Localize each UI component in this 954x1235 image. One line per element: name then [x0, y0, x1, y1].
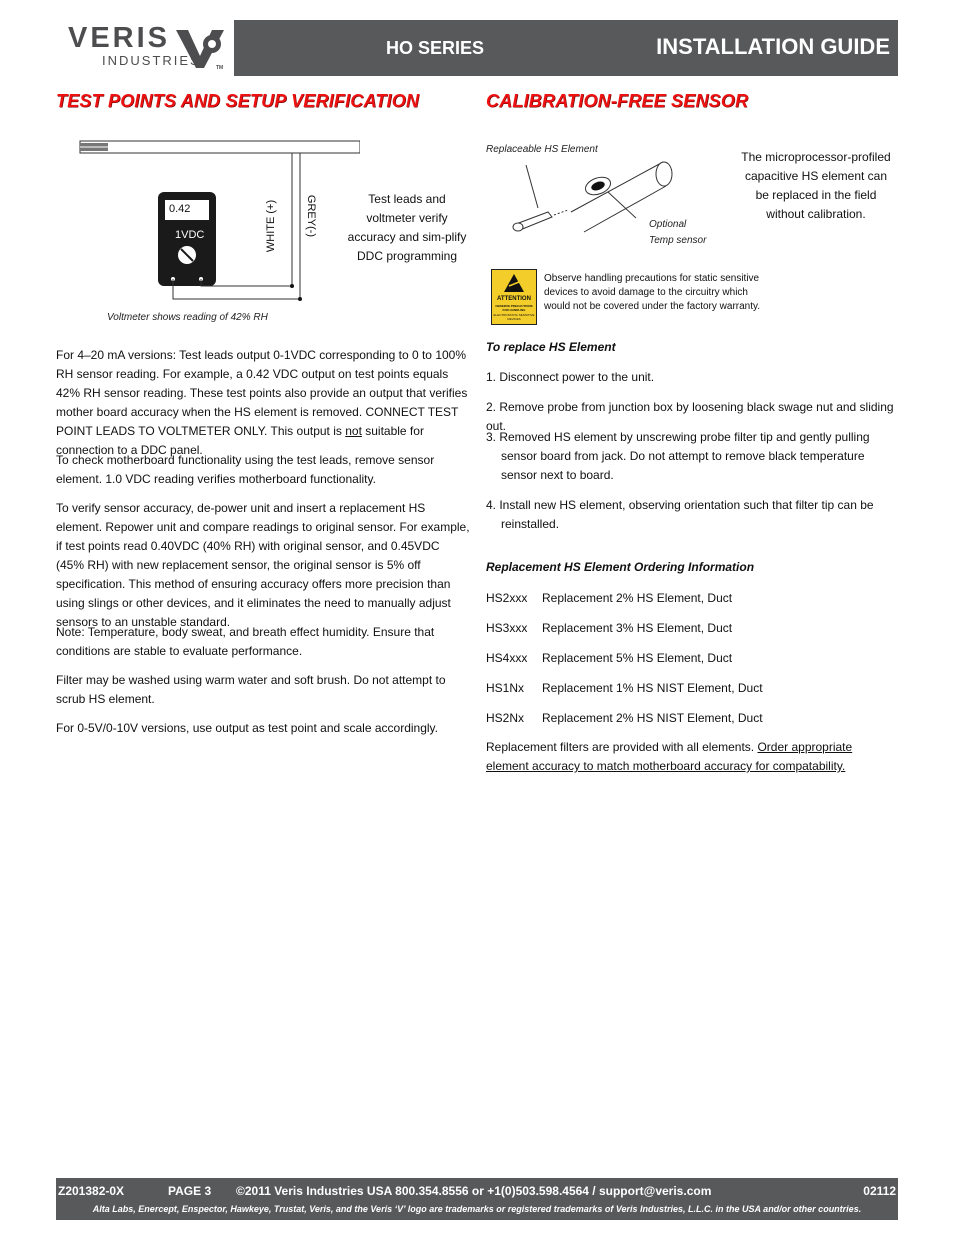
- meter-reading: 0.42: [169, 203, 191, 215]
- paragraph-4-20ma: For 4–20 mA versions: Test leads output 0-1VDC corresponding to 0 to 100% RH sensor reading. For example, a 0.42 VDC output on test points equals 42% RH sensor reading. These test points also provide an output that verifies mother board accuracy when the HS element is removed. CONNECT TEST POINT LEADS TO VOLTMETER ONLY. This output is not suitable for connection to a DDC panel.: [56, 348, 468, 457]
- logo-trademark: TM: [216, 65, 224, 71]
- part-row: [486, 589, 898, 619]
- step-2: 2. Remove probe from junction box by loosening black swage nut and sliding out.: [486, 400, 894, 433]
- esd-warning-icon: [492, 272, 536, 294]
- trademark-notice: Alta Labs, Enercept, Enspector, Hawkeye, Trustat, Veris, and the Veris ‘V’ logo are trademarks or registered trademarks of Veris Industries, L.L.C. in the USA and/or other countries.: [92, 1204, 862, 1214]
- voltmeter-caption: Voltmeter shows reading of 42% RH: [107, 312, 268, 323]
- calibration-intro: The microprocessor-profiled capacitive HS element can be replaced in the field without calibration.: [741, 150, 891, 221]
- document-number: Z201382-0X: [58, 1184, 125, 1198]
- attention-title: ATTENTION: [497, 296, 531, 302]
- page-footer: [56, 1178, 898, 1220]
- part-code: HS3xxx: [486, 621, 528, 635]
- part-code: HS2Nx: [486, 711, 525, 725]
- step-1: 1. Disconnect power to the unit.: [486, 370, 655, 384]
- part-row: [486, 709, 898, 739]
- esd-attention-label: [491, 269, 537, 325]
- part-row: [486, 619, 898, 649]
- ordering-heading: Replacement HS Element Ordering Information: [486, 560, 755, 574]
- part-description: Replacement 5% HS Element, Duct: [542, 651, 733, 665]
- veris-logo: [56, 20, 234, 76]
- part-code: HS4xxx: [486, 651, 528, 665]
- attention-subtitle-2: ELECTROSTATIC SENSITIVE DEVICES: [493, 313, 535, 321]
- static-handling-note: Observe handling precautions for static sensitive devices to avoid damage to the circuitry which would not be covered under the factory warranty.: [544, 273, 761, 312]
- filters-note: Replacement filters are provided with all elements. Order appropriate element accuracy to match motherboard accuracy for compatability.: [486, 740, 853, 773]
- paragraph-note: Note: Temperature, body sweat, and breath effect humidity. Ensure that conditions are stable to evaluate performance.: [56, 625, 435, 658]
- paragraph-verify-accuracy: To verify sensor accuracy, de-power unit and insert a replacement HS element. Repower unit and compare readings to original sensor. For example, if test points read 0.40VDC (40% RH) with original sensor, and 0.45VDC (45% RH) with new replacement sensor, the original sensor is 5% off specification. This method of ensuring accuracy offers more precision than using slings or other devices, and it eliminates the need to manually adjust sensors to an unstable standard.: [56, 501, 470, 629]
- series-title: HO SERIES: [386, 38, 485, 58]
- paragraph-motherboard-check: To check motherboard functionality using the test leads, remove sensor element. 1.0 VDC reading verifies motherboard functionality.: [56, 453, 435, 486]
- attention-subtitle: OBSERVE PRECAUTIONS FOR HANDLING: [495, 304, 533, 312]
- replace-heading: To replace HS Element: [486, 340, 616, 354]
- meter-range: 1VDC: [175, 229, 205, 241]
- part-row: [486, 649, 898, 679]
- page-header: [56, 20, 898, 76]
- step-3: 3. Removed HS element by unscrewing probe filter tip and gently pulling sensor board from jack. Do not attempt to remove black temperature sensor next to board.: [486, 430, 870, 482]
- white-lead-label: WHITE (+): [265, 199, 277, 253]
- part-description: Replacement 2% HS Element, Duct: [542, 591, 733, 605]
- part-code: HS2xxx: [486, 591, 528, 605]
- grey-lead-label: GREY(-): [305, 194, 317, 238]
- revision-code: 02112: [863, 1184, 896, 1198]
- part-row: [486, 679, 898, 709]
- step-4: 4. Install new HS element, observing orientation such that filter tip can be reinstalled.: [486, 498, 874, 531]
- logo-wordmark: VERIS: [68, 22, 171, 54]
- part-description: Replacement 2% HS NIST Element, Duct: [542, 711, 763, 725]
- left-section-heading: TEST POINTS AND SETUP VERIFICATION: [56, 91, 420, 111]
- diagram-note: Test leads and voltmeter verify accuracy and sim-plify DDC programming: [347, 192, 467, 263]
- logo-subtitle: INDUSTRIES: [102, 53, 201, 68]
- paragraph-filter-wash: Filter may be washed using warm water and soft brush. Do not attempt to scrub HS element.: [56, 673, 446, 706]
- optional-label: Optional: [649, 219, 687, 230]
- parts-list: [486, 589, 898, 739]
- part-description: Replacement 3% HS Element, Duct: [542, 621, 733, 635]
- document-title: INSTALLATION GUIDE: [656, 34, 890, 59]
- right-section-heading: CALIBRATION-FREE SENSOR: [486, 91, 749, 111]
- sensor-probe-diagram: [486, 150, 716, 245]
- page-number: PAGE 3: [168, 1184, 212, 1198]
- part-description: Replacement 1% HS NIST Element, Duct: [542, 681, 763, 695]
- part-code: HS1Nx: [486, 681, 525, 695]
- paragraph-voltage-versions: For 0-5V/0-10V versions, use output as test point and scale accordingly.: [56, 721, 438, 735]
- contact-info: ©2011 Veris Industries USA 800.354.8556 or +1(0)503.598.4564 / support@veris.com: [236, 1184, 712, 1198]
- temp-sensor-label: Temp sensor: [649, 235, 707, 246]
- hs-element-label: Replaceable HS Element: [486, 144, 598, 155]
